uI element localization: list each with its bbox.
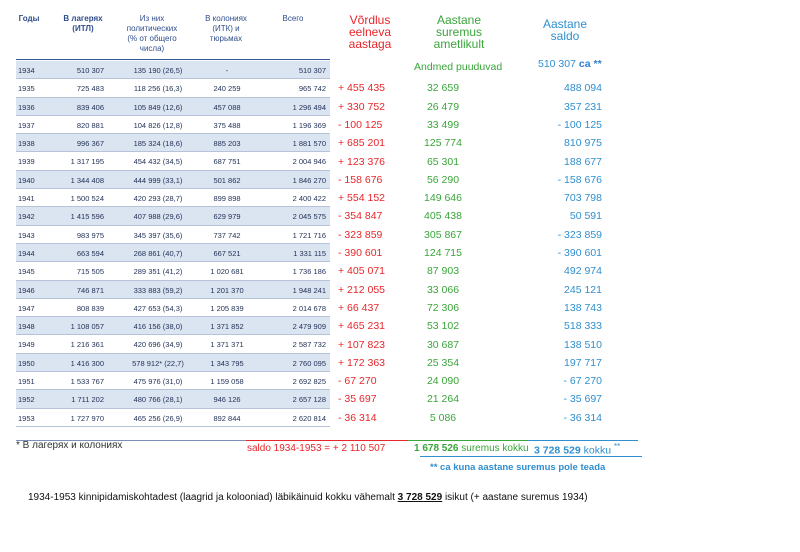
- change-value: - 158 676: [338, 173, 383, 186]
- cell-colonies: 501 862: [213, 175, 241, 185]
- cell-colonies: 1 201 370: [210, 285, 244, 295]
- saldo-value: - 35 697: [563, 393, 602, 406]
- cell-total: 1 846 270: [292, 175, 326, 185]
- change-value: - 67 270: [338, 375, 377, 388]
- cell-total: 2 045 575: [292, 212, 326, 222]
- cell-political: 104 826 (12,8): [133, 120, 183, 130]
- cell-total: 2 657 128: [292, 395, 326, 405]
- mortality-value: 72 306: [426, 301, 460, 314]
- saldo-first-note: ca **: [578, 58, 602, 70]
- mortality-value: 33 066: [426, 283, 460, 296]
- cell-colonies: 457 088: [213, 102, 241, 112]
- cell-year: 1935: [18, 84, 35, 94]
- saldo-first-value: 510 307: [538, 58, 576, 70]
- change-value: - 354 847: [338, 210, 383, 223]
- mortality-value: 30 687: [426, 338, 460, 351]
- grand-total-note: **: [614, 442, 621, 451]
- table-row: [16, 226, 330, 244]
- mortality-value: 65 301: [426, 155, 460, 168]
- cell-colonies: 946 126: [213, 395, 241, 405]
- cell-political: 444 999 (33,1): [133, 175, 183, 185]
- grand-total-value: 3 728 529: [534, 444, 581, 457]
- cell-total: 965 742: [298, 84, 326, 94]
- cell-political: 289 351 (41,2): [133, 267, 183, 277]
- table-row: [16, 79, 330, 97]
- cell-political: 578 912* (22,7): [132, 358, 184, 368]
- mortality-total: [414, 443, 529, 455]
- cell-total: 2 014 678: [292, 303, 326, 313]
- cell-year: 1952: [18, 395, 35, 405]
- table-row: [16, 171, 330, 189]
- cell-year: 1945: [18, 267, 35, 277]
- cell-colonies: 885 203: [213, 139, 241, 149]
- cell-total: 1 721 716: [292, 230, 326, 240]
- cell-year: 1941: [18, 194, 35, 204]
- cell-year: 1934: [18, 66, 35, 75]
- no-data-label: Andmed puuduvad: [414, 61, 503, 73]
- cell-camps: 725 483: [76, 84, 104, 94]
- cell-camps: 1 727 970: [70, 413, 104, 423]
- cell-political: 420 696 (34,9): [133, 340, 183, 350]
- saldo-value: - 158 676: [557, 173, 602, 186]
- mortality-value: 405 438: [424, 210, 462, 223]
- cell-camps: 1 711 202: [71, 395, 104, 405]
- mortality-value: 53 102: [426, 320, 460, 333]
- cell-total: 2 587 732: [292, 340, 326, 350]
- change-value: + 330 752: [338, 100, 386, 113]
- summary-sentence: [28, 492, 588, 503]
- cell-year: 1943: [18, 230, 35, 240]
- change-value: - 100 125: [338, 118, 383, 131]
- cell-political: 105 849 (12,6): [133, 102, 183, 112]
- cell-camps: 839 406: [76, 102, 104, 112]
- cell-political: 480 766 (28,1): [133, 395, 183, 405]
- cell-colonies: 737 742: [213, 230, 241, 240]
- saldo-value: 50 591: [569, 210, 602, 223]
- table-row: [16, 299, 330, 317]
- cell-colonies: 899 898: [213, 194, 241, 204]
- mortality-value: 26 479: [426, 100, 460, 113]
- cell-year: 1939: [18, 157, 35, 167]
- header-year: Годы: [18, 14, 40, 23]
- mortality-value: 21 264: [426, 393, 460, 406]
- cell-year: 1946: [18, 285, 35, 295]
- cell-colonies: 1 343 795: [210, 358, 244, 368]
- mortality-value: 149 646: [424, 192, 462, 205]
- cell-total: 1 331 115: [293, 248, 326, 258]
- cell-camps: 996 367: [76, 139, 104, 149]
- table-row: [16, 61, 330, 79]
- saldo-value: 138 510: [564, 338, 602, 351]
- change-value: + 685 201: [338, 137, 386, 150]
- mortality-value: 33 499: [426, 118, 460, 131]
- mortality-value: 56 290: [426, 173, 460, 186]
- cell-year: 1937: [18, 120, 35, 130]
- cell-total: 1 196 369: [292, 120, 326, 130]
- change-value: + 66 437: [338, 301, 380, 314]
- table-row: [16, 207, 330, 225]
- cell-colonies: 240 259: [213, 84, 241, 94]
- change-value: - 323 859: [338, 228, 383, 241]
- cell-political: 427 653 (54,3): [133, 303, 183, 313]
- cell-total: 2 760 095: [292, 358, 326, 368]
- note-rule: [420, 456, 642, 457]
- cell-total: 1 881 570: [292, 139, 326, 149]
- cell-camps: 808 839: [76, 303, 104, 313]
- mortality-value: 25 354: [426, 356, 460, 369]
- cell-year: 1938: [18, 139, 35, 149]
- saldo-value: 810 975: [564, 137, 602, 150]
- cell-camps: 663 594: [76, 248, 104, 258]
- data-table: [16, 61, 330, 427]
- mortality-value: 124 715: [424, 247, 462, 259]
- header-total: Всего: [282, 14, 304, 23]
- table-row: [16, 317, 330, 335]
- change-value: - 390 601: [338, 247, 383, 259]
- saldo-value: 188 677: [564, 155, 602, 168]
- cell-total: 2 620 814: [292, 413, 326, 423]
- cell-total: 1 736 186: [292, 267, 326, 277]
- saldo-value: 488 094: [564, 82, 602, 95]
- totals-green-rule: [408, 440, 528, 441]
- cell-colonies: 1 371 371: [210, 340, 244, 350]
- cell-total: 2 400 422: [292, 194, 326, 204]
- header-change: Võrdlus eelneva aastaga: [348, 13, 392, 51]
- table-row: [16, 152, 330, 170]
- cell-colonies: -: [225, 66, 229, 75]
- cell-total: 1 296 494: [292, 102, 326, 112]
- grand-total-label: kokku: [583, 444, 612, 457]
- cell-colonies: 375 488: [213, 120, 241, 130]
- grand-total: [534, 441, 620, 457]
- table-footnote: * В лагерях и колониях: [16, 440, 123, 451]
- cell-camps: 1 216 361: [70, 340, 104, 350]
- cell-total: 510 307: [298, 66, 326, 75]
- cell-camps: 1 108 057: [70, 322, 104, 332]
- cell-total: 2 479 909: [292, 322, 326, 332]
- cell-political: 475 976 (31,0): [133, 377, 183, 387]
- cell-colonies: 629 979: [213, 212, 241, 222]
- mortality-value: 87 903: [426, 265, 460, 278]
- saldo-first: [538, 58, 602, 70]
- saldo-value: 138 743: [564, 301, 602, 314]
- change-value: + 172 363: [338, 356, 386, 369]
- saldo-total: saldo 1934-1953 = + 2 110 507: [247, 443, 386, 454]
- saldo-value: 492 974: [564, 265, 602, 278]
- cell-political: 345 397 (35,6): [133, 230, 183, 240]
- cell-colonies: 1 159 058: [210, 377, 244, 387]
- cell-political: 420 293 (28,7): [133, 194, 183, 204]
- table-row: [16, 390, 330, 408]
- cell-political: 185 324 (18,6): [133, 139, 183, 149]
- summary-number: 3 728 529: [397, 492, 443, 503]
- cell-colonies: 1 205 839: [210, 303, 244, 313]
- cell-camps: 1 416 300: [70, 358, 104, 368]
- change-value: + 212 055: [338, 283, 386, 296]
- mortality-value: 305 867: [424, 228, 462, 241]
- header-mortality: Aastane suremus ametlikult: [433, 13, 485, 51]
- cell-political: 407 988 (29,6): [133, 212, 183, 222]
- cell-camps: 715 505: [76, 267, 104, 277]
- cell-camps: 1 533 767: [70, 377, 104, 387]
- table-row: [16, 189, 330, 207]
- cell-colonies: 892 844: [213, 413, 241, 423]
- table-row: [16, 372, 330, 390]
- table-row: [16, 98, 330, 116]
- table-row: [16, 335, 330, 353]
- saldo-value: 518 333: [564, 320, 602, 333]
- cell-political: 268 861 (40,7): [133, 248, 183, 258]
- header-camps: В лагерях (ИТЛ): [63, 14, 103, 33]
- cell-camps: 1 500 524: [70, 194, 104, 204]
- saldo-value: 357 231: [564, 100, 602, 113]
- saldo-value: - 100 125: [557, 118, 602, 131]
- cell-year: 1949: [18, 340, 35, 350]
- cell-colonies: 1 020 681: [210, 267, 244, 277]
- mortality-value: 32 659: [426, 82, 460, 95]
- change-value: - 36 314: [338, 411, 377, 424]
- mortality-value: 5 086: [429, 411, 457, 424]
- header-colonies: В колониях (ИТК) и тюрьмах: [205, 14, 247, 43]
- cell-year: 1950: [18, 358, 35, 368]
- cell-year: 1953: [18, 413, 35, 423]
- table-row: [16, 409, 330, 427]
- change-value: - 35 697: [338, 393, 377, 406]
- cell-total: 1 948 241: [292, 285, 326, 295]
- cell-year: 1944: [18, 248, 35, 258]
- table-row: [16, 262, 330, 280]
- cell-political: 118 256 (16,3): [133, 84, 183, 94]
- cell-political: 465 256 (26,9): [133, 413, 183, 423]
- change-value: + 123 376: [338, 155, 386, 168]
- change-value: + 107 823: [338, 338, 386, 351]
- cell-political: 454 432 (34,5): [133, 157, 183, 167]
- cell-camps: 983 975: [76, 230, 104, 240]
- table-row: [16, 134, 330, 152]
- table-row: [16, 281, 330, 299]
- cell-camps: 746 871: [76, 285, 104, 295]
- saldo-value: 197 717: [564, 356, 602, 369]
- summary-after: isikut (+ aastane suremus 1934): [442, 492, 588, 503]
- cell-political: 416 156 (38,0): [133, 322, 183, 332]
- mortality-total-label: suremus kokku: [461, 443, 529, 454]
- change-value: + 405 071: [338, 265, 386, 278]
- mortality-value: 24 090: [426, 375, 460, 388]
- totals-red-rule: [246, 440, 408, 441]
- mortality-total-value: 1 678 526: [414, 443, 459, 454]
- cell-year: 1951: [18, 377, 35, 387]
- cell-total: 2 004 946: [292, 157, 326, 167]
- change-value: + 465 231: [338, 320, 386, 333]
- estimate-note: ** ca kuna aastane suremus pole teada: [430, 462, 606, 473]
- cell-colonies: 667 521: [213, 248, 241, 258]
- saldo-value: 245 121: [564, 283, 602, 296]
- change-value: + 455 435: [338, 82, 386, 95]
- table-row: [16, 244, 330, 262]
- cell-colonies: 1 371 852: [210, 322, 244, 332]
- row-divider: [16, 426, 330, 427]
- cell-colonies: 687 751: [213, 157, 241, 167]
- saldo-value: - 67 270: [563, 375, 602, 388]
- header-rule: [16, 59, 330, 60]
- table-row: [16, 116, 330, 134]
- table-row: [16, 354, 330, 372]
- cell-camps: 1 317 195: [70, 157, 104, 167]
- cell-political: 333 883 (59,2): [133, 285, 183, 295]
- summary-before: 1934-1953 kinnipidamiskohtadest (laagrid ja kolooniad) läbikäinuid kokku vähemalt: [28, 492, 398, 503]
- saldo-value: - 323 859: [557, 228, 602, 241]
- change-value: + 554 152: [338, 192, 386, 205]
- cell-camps: 510 307: [76, 66, 104, 75]
- cell-year: 1942: [18, 212, 35, 222]
- header-political: Из них политических (% от общего числа): [126, 14, 178, 53]
- cell-year: 1936: [18, 102, 35, 112]
- saldo-value: 703 798: [564, 192, 602, 205]
- saldo-value: - 36 314: [563, 411, 602, 424]
- cell-year: 1948: [18, 322, 35, 332]
- cell-year: 1940: [18, 175, 35, 185]
- saldo-value: - 390 601: [557, 247, 602, 259]
- cell-camps: 1 415 596: [70, 212, 104, 222]
- header-saldo: Aastane saldo: [542, 17, 588, 43]
- mortality-value: 125 774: [424, 137, 462, 150]
- cell-camps: 820 881: [76, 120, 104, 130]
- cell-camps: 1 344 408: [70, 175, 104, 185]
- cell-year: 1947: [18, 303, 35, 313]
- cell-political: 135 190 (26,5): [133, 66, 183, 75]
- cell-total: 2 692 825: [292, 377, 326, 387]
